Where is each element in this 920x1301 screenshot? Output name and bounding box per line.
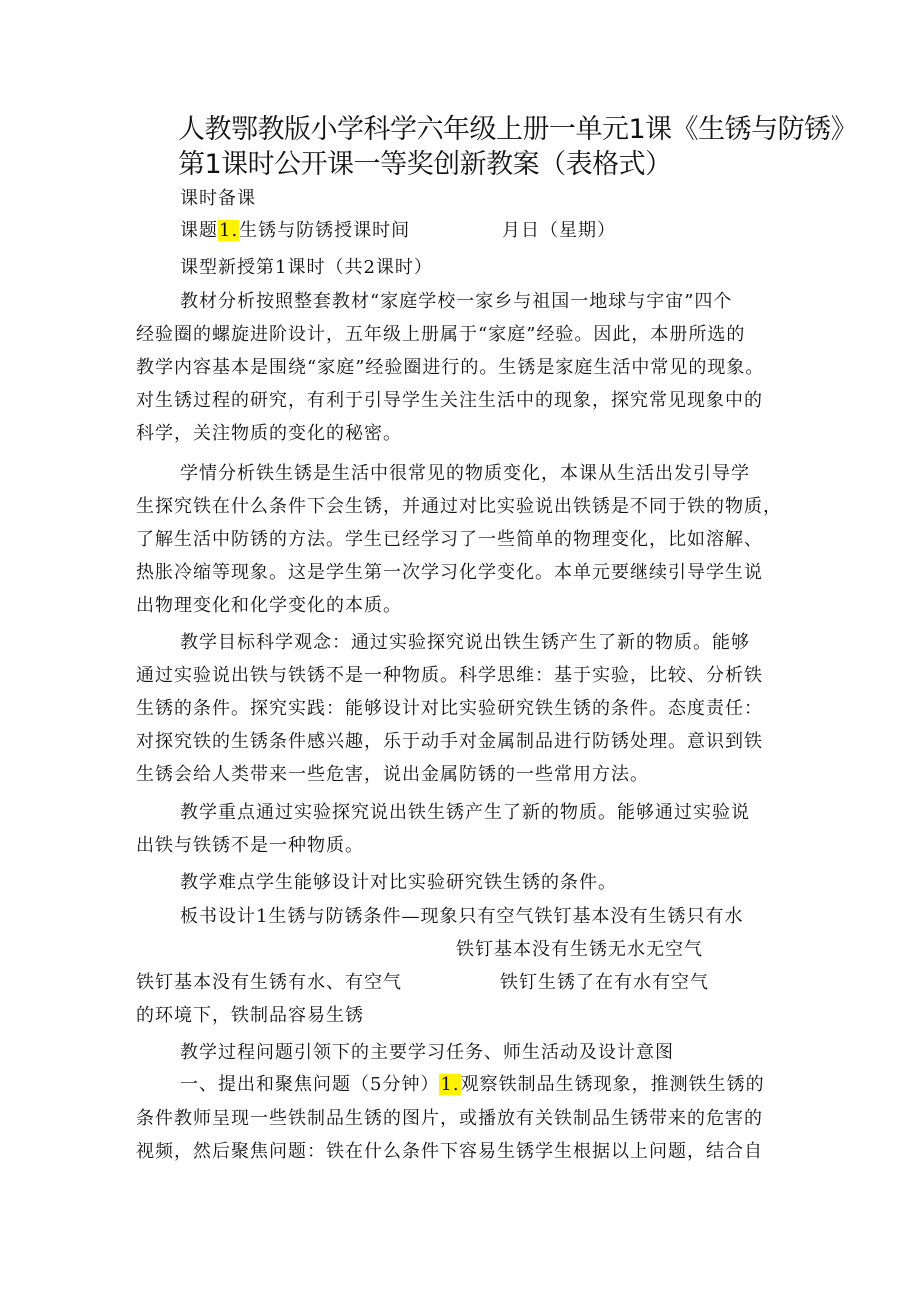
key-points-line: 教学重点通过实验探究说出铁生锈产生了新的物质。能够通过实验说 [180,802,750,823]
lesson-type: 课型新授第1课时（共2课时） [180,257,433,278]
teaching-goals-line: 通过实验说出铁与铁锈不是一种物质。科学思维：基于实验，比较、分析铁 [136,665,763,686]
lesson-date: 月日（星期） [502,220,616,241]
student-analysis-line: 生探究铁在什么条件下会生锈，并通过对比实验说出铁锈是不同于铁的物质， [136,496,782,517]
key-points-line: 出铁与铁锈不是一种物质。 [136,835,364,856]
topic-prefix: 课题 [180,220,218,241]
process-header: 教学过程问题引领下的主要学习任务、师生活动及设计意图 [180,1042,674,1063]
step1-line [180,1072,765,1098]
board-design-line-3-right: 铁钉生锈了在有水有空气 [500,972,709,993]
material-analysis-line: 科学，关注物质的变化的秘密。 [136,423,402,444]
step1-detail-line: 条件教师呈现一些铁制品生锈的图片，或播放有关铁制品生锈带来的危害的 [136,1108,763,1129]
step1-number-highlight: 1. [440,1074,460,1095]
material-analysis-line: 对生锈过程的研究，有利于引导学生关注生活中的现象，探究常见现象中的 [136,390,763,411]
board-design-line-4: 的环境下，铁制品容易生锈 [136,1005,364,1026]
topic-line [180,218,410,244]
step1-detail-line: 视频，然后聚焦问题：铁在什么条件下容易生锈学生根据以上问题，结合自 [136,1141,763,1162]
topic-number-highlight: 1. [219,220,239,241]
step1-prefix: 一、提出和聚焦问题（5分钟） [180,1074,440,1095]
teaching-goals-line: 生锈的条件。探究实践：能够设计对比实验研究铁生锈的条件。态度责任： [136,698,763,719]
document-title-line-1: 人教鄂教版小学科学六年级上册一单元1课《生锈与防锈》 [178,114,858,145]
section-label: 课时备课 [180,188,256,209]
difficulty-line: 教学难点学生能够设计对比实验研究铁生锈的条件。 [180,872,617,893]
student-analysis-line: 热胀冷缩等现象。这是学生第一次学习化学变化。本单元要继续引导学生说 [136,562,763,583]
material-analysis-line: 教材分析按照整套教材“家庭学校一家乡与祖国一地球与宇宙”四个 [180,291,733,312]
teaching-goals-line: 对探究铁的生锈条件感兴趣，乐于动手对金属制品进行防锈处理。意识到铁 [136,731,763,752]
teaching-goals-line: 生锈会给人类带来一些危害，说出金属防锈的一些常用方法。 [136,764,649,785]
step1-rest: 观察铁制品生锈现象，推测铁生锈的 [460,1074,765,1095]
document-title-line-2: 第1课时公开课一等奖创新教案（表格式） [178,149,672,180]
student-analysis-line: 学情分析铁生锈是生活中很常见的物质变化，本课从生活出发引导学 [180,463,750,484]
board-design-line-1: 板书设计1生锈与防锈条件—现象只有空气铁钉基本没有生锈只有水 [180,906,744,927]
board-design-line-2: 铁钉基本没有生锈无水无空气 [456,939,703,960]
student-analysis-line: 了解生活中防锈的方法。学生已经学习了一些简单的物理变化，比如溶解、 [136,529,763,550]
teaching-goals-line: 教学目标科学观念：通过实验探究说出铁生锈产生了新的物质。能够 [180,632,750,653]
topic-rest: 生锈与防锈授课时间 [239,220,411,241]
material-analysis-line: 经验圈的螺旋进阶设计，五年级上册属于“家庭”经验。因此，本册所选的 [136,324,746,345]
material-analysis-line: 教学内容基本是围绕“家庭”经验圈进行的。生锈是家庭生活中常见的现象。 [136,357,765,378]
board-design-line-3-left: 铁钉基本没有生锈有水、有空气 [136,972,402,993]
student-analysis-line: 出物理变化和化学变化的本质。 [136,595,402,616]
